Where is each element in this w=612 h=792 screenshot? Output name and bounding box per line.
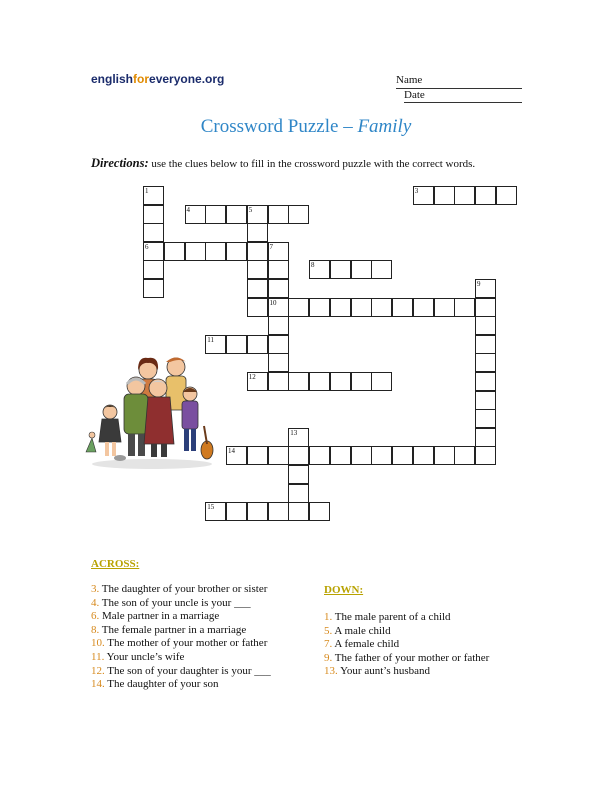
down-clue — [324, 638, 554, 652]
clue-number: 5. — [324, 624, 333, 637]
crossword-cell[interactable] — [288, 465, 309, 484]
down-clue — [324, 625, 554, 639]
crossword-cell[interactable] — [288, 298, 309, 317]
crossword-cell[interactable] — [226, 335, 247, 354]
clue-number: 11. — [91, 650, 105, 663]
crossword-cell[interactable] — [330, 446, 351, 465]
crossword-cell[interactable] — [434, 298, 455, 317]
clue-text: The female partner in a marriage — [99, 623, 247, 636]
crossword-cell[interactable] — [143, 186, 164, 205]
clue-text: The daughter of your son — [104, 678, 219, 691]
crossword-cell[interactable] — [330, 298, 351, 317]
crossword-cell[interactable] — [309, 298, 330, 317]
crossword-cell[interactable] — [226, 446, 247, 465]
crossword-cell[interactable] — [288, 502, 309, 521]
clue-text: The son of your daughter is your ___ — [104, 664, 271, 677]
crossword-cell[interactable] — [330, 260, 351, 279]
clue-number: 12. — [91, 664, 105, 677]
crossword-cell[interactable] — [288, 446, 309, 465]
crossword-cell[interactable] — [475, 428, 496, 447]
title-topic: Family — [357, 116, 412, 137]
down-clue — [324, 665, 554, 679]
down-heading: DOWN: — [324, 584, 364, 596]
title-main: Crossword Puzzle – — [200, 116, 353, 137]
clue-number: 6 — [145, 242, 149, 251]
clue-number: 4 — [186, 205, 190, 214]
crossword-cell[interactable] — [434, 186, 455, 205]
date-label: Date — [404, 89, 425, 101]
crossword-cell[interactable] — [309, 502, 330, 521]
crossword-cell[interactable] — [309, 260, 330, 279]
clue-number: 9 — [477, 280, 481, 288]
crossword-cell[interactable] — [288, 428, 309, 447]
clue-number: 15 — [207, 503, 215, 512]
crossword-cell[interactable] — [496, 186, 517, 205]
across-clue — [91, 583, 321, 597]
clue-number: 8 — [311, 261, 315, 270]
directions-text: use the clues below to fill in the crossword puzzle with the correct words. — [148, 158, 476, 170]
crossword-cell[interactable] — [247, 335, 268, 354]
clue-number: 10. — [91, 637, 105, 650]
crossword-cell[interactable] — [413, 446, 434, 465]
crossword-cell[interactable] — [247, 242, 268, 261]
across-clue — [91, 624, 321, 638]
crossword-cell[interactable] — [475, 335, 496, 354]
crossword-cell[interactable] — [185, 205, 206, 224]
clue-number: 3. — [91, 583, 100, 595]
crossword-cell[interactable] — [268, 242, 289, 261]
crossword-cell[interactable] — [247, 260, 268, 279]
crossword-cell[interactable] — [205, 502, 226, 521]
clue-number: 1. — [324, 611, 333, 623]
crossword-cell[interactable] — [268, 372, 289, 391]
clue-text: Your uncle’s wife — [104, 650, 185, 663]
crossword-cell[interactable] — [434, 446, 455, 465]
clue-number: 7 — [269, 242, 273, 251]
across-clue — [91, 678, 321, 692]
crossword-cell[interactable] — [475, 409, 496, 428]
crossword-cell[interactable] — [351, 260, 372, 279]
crossword-cell[interactable] — [475, 353, 496, 372]
crossword-cell[interactable] — [268, 446, 289, 465]
crossword-cell[interactable] — [268, 502, 289, 521]
crossword-cell[interactable] — [288, 372, 309, 391]
crossword-cell[interactable] — [205, 335, 226, 354]
crossword-cell[interactable] — [143, 242, 164, 261]
crossword-cell[interactable] — [351, 298, 372, 317]
crossword-cell[interactable] — [454, 446, 475, 465]
across-clue — [91, 651, 321, 665]
crossword-cell[interactable] — [371, 260, 392, 279]
clue-text: The male parent of a child — [332, 611, 451, 623]
crossword-cell[interactable] — [413, 298, 434, 317]
down-clue — [324, 652, 554, 666]
name-label: Name — [396, 74, 423, 86]
crossword-cell[interactable] — [371, 372, 392, 391]
crossword-cell[interactable] — [226, 242, 247, 261]
crossword-cell[interactable] — [268, 353, 289, 372]
crossword-cell[interactable] — [164, 242, 185, 261]
crossword-cell[interactable] — [309, 372, 330, 391]
across-heading: ACROSS: — [91, 558, 140, 570]
crossword-cell[interactable] — [143, 223, 164, 242]
crossword-cell[interactable] — [371, 446, 392, 465]
crossword-cell[interactable] — [247, 298, 268, 317]
clue-text: A female child — [332, 638, 400, 651]
crossword-cell[interactable] — [351, 372, 372, 391]
clue-number: 12 — [248, 373, 256, 381]
crossword-cell[interactable] — [288, 484, 309, 503]
crossword-cell[interactable] — [268, 260, 289, 279]
crossword-cell[interactable] — [288, 205, 309, 224]
crossword-cell[interactable] — [247, 372, 268, 391]
clue-text: The father of your mother or father — [332, 651, 490, 664]
crossword-cell[interactable] — [205, 242, 226, 261]
clue-number: 13. — [324, 665, 338, 678]
crossword-cell[interactable] — [475, 446, 496, 465]
crossword-cell[interactable] — [330, 372, 351, 391]
crossword-cell[interactable] — [268, 298, 289, 317]
crossword-cell[interactable] — [454, 186, 475, 205]
clue-number: 10 — [269, 298, 277, 307]
crossword-cell[interactable] — [454, 298, 475, 317]
across-clue — [91, 597, 321, 611]
down-clue-list — [324, 611, 554, 679]
crossword-cell[interactable] — [351, 446, 372, 465]
crossword-cell[interactable] — [143, 260, 164, 279]
crossword-cell[interactable] — [371, 298, 392, 317]
crossword-cell[interactable] — [247, 279, 268, 298]
crossword-cell[interactable] — [268, 279, 289, 298]
crossword-cell[interactable] — [143, 279, 164, 298]
down-clue — [324, 611, 554, 625]
crossword-cell[interactable] — [268, 205, 289, 224]
clue-number: 9. — [324, 651, 333, 664]
across-clue — [91, 665, 321, 679]
logo-mid: for — [133, 72, 150, 86]
crossword-cell[interactable] — [475, 186, 496, 205]
crossword-cell[interactable] — [413, 186, 434, 205]
crossword-cell[interactable] — [268, 335, 289, 354]
clue-number: 8. — [91, 623, 100, 636]
clue-number: 6. — [91, 610, 100, 623]
clue-text: The mother of your mother or father — [104, 637, 268, 650]
crossword-cell[interactable] — [226, 502, 247, 521]
clue-text: Male partner in a marriage — [99, 610, 220, 623]
crossword-cell[interactable] — [475, 298, 496, 317]
crossword-cell[interactable] — [205, 205, 226, 224]
crossword-cell[interactable] — [247, 223, 268, 242]
crossword-cell[interactable] — [392, 446, 413, 465]
crossword-cell[interactable] — [475, 372, 496, 391]
clue-text: The daughter of your brother or sister — [99, 583, 268, 595]
across-clue — [91, 637, 321, 651]
crossword-cell[interactable] — [268, 316, 289, 335]
clue-number: 4. — [91, 596, 100, 609]
clue-number: 11 — [207, 335, 215, 344]
crossword-cell[interactable] — [247, 205, 268, 224]
clue-number: 1 — [145, 187, 149, 195]
logo-suffix: everyone.org — [149, 72, 225, 86]
logo-prefix: english — [91, 72, 134, 86]
directions-label: Directions: — [91, 156, 149, 170]
family-group-illustration — [80, 352, 218, 472]
crossword-cell[interactable] — [185, 242, 206, 261]
crossword-cell[interactable] — [392, 298, 413, 317]
clue-text: Your aunt’s husband — [337, 665, 431, 678]
clue-number: 14 — [228, 447, 235, 456]
crossword-cell[interactable] — [475, 279, 496, 298]
clue-number: 3 — [414, 187, 419, 195]
crossword-cell[interactable] — [475, 391, 496, 410]
across-clue — [91, 610, 321, 624]
crossword-cell[interactable] — [309, 446, 330, 465]
crossword-cell[interactable] — [143, 205, 164, 224]
crossword-cell[interactable] — [247, 446, 268, 465]
crossword-cell[interactable] — [226, 205, 247, 224]
clue-text: The son of your uncle is your ___ — [99, 596, 251, 609]
crossword-cell[interactable] — [247, 502, 268, 521]
crossword-cell[interactable] — [475, 316, 496, 335]
clue-number: 5 — [248, 205, 253, 214]
across-clue-list — [91, 583, 321, 692]
clue-text: A male child — [332, 624, 391, 637]
clue-number: 13 — [290, 428, 298, 437]
clue-number: 7. — [324, 638, 333, 651]
clue-number: 14. — [91, 678, 105, 691]
